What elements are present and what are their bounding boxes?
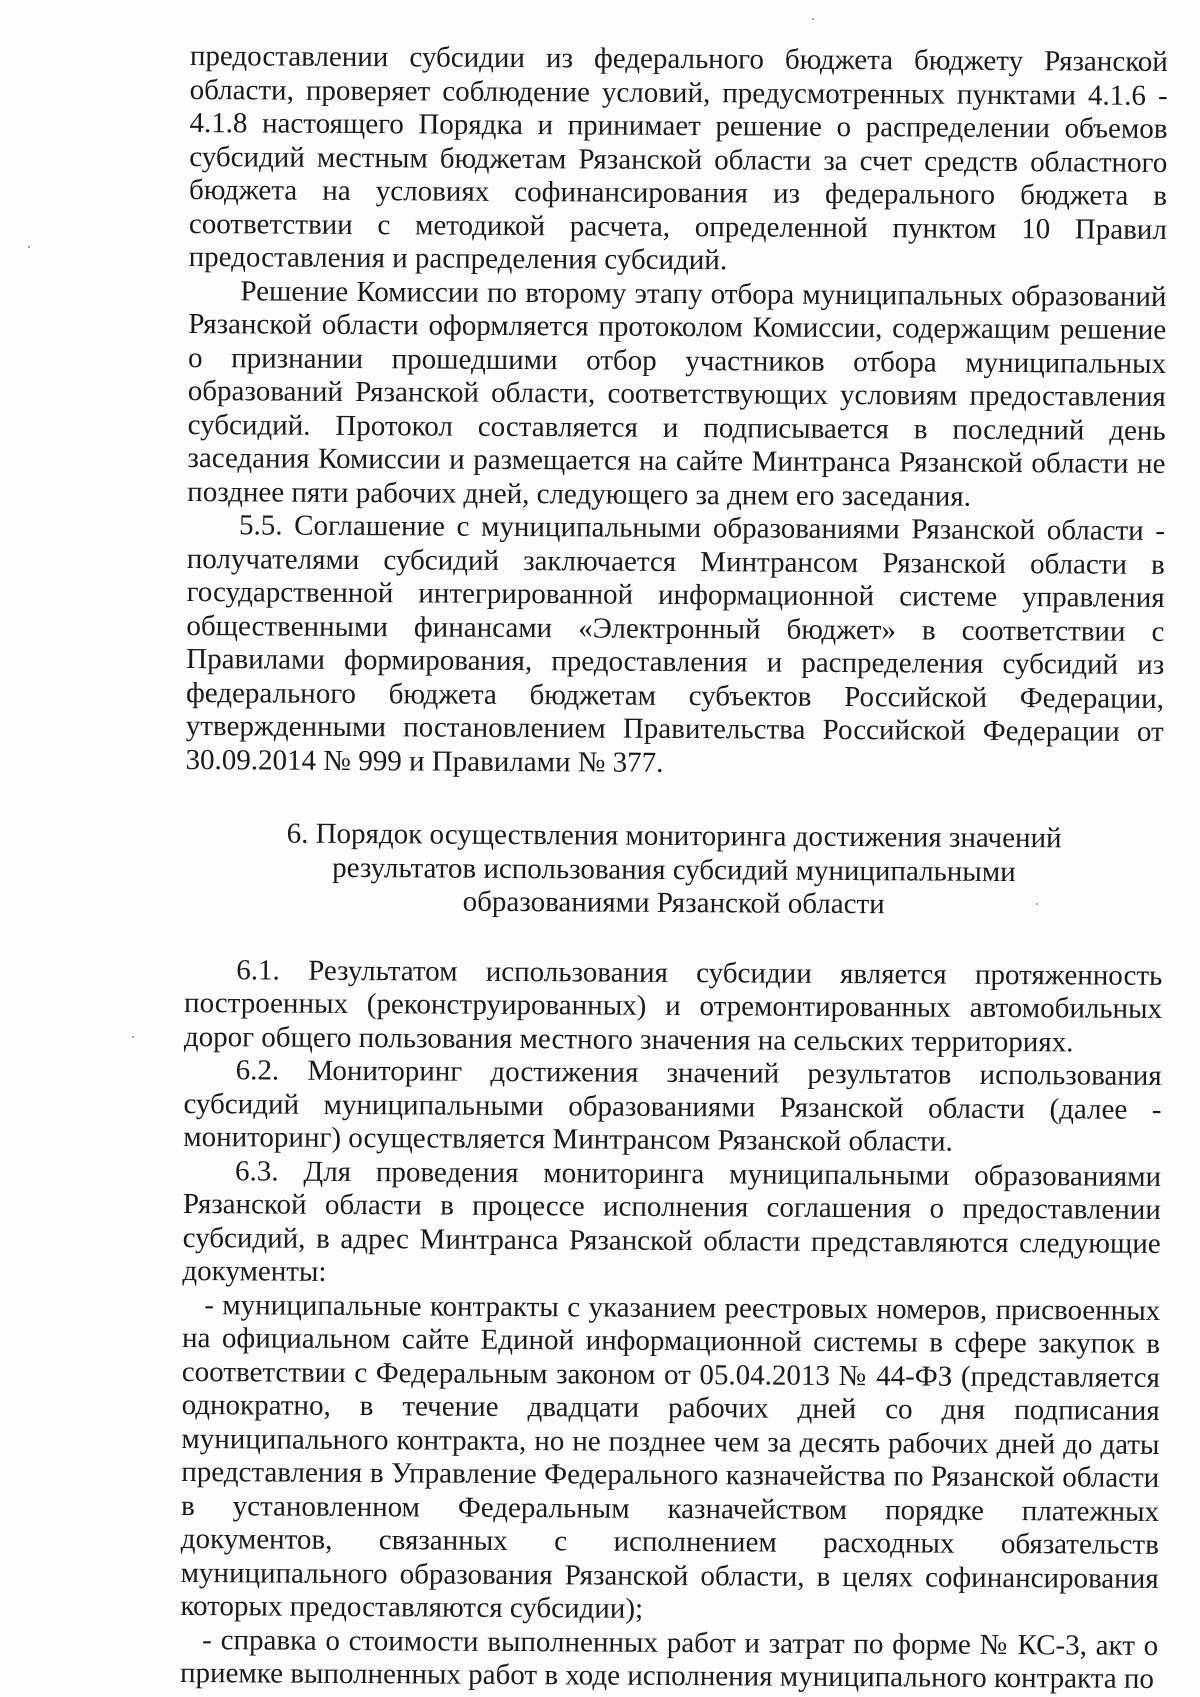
paragraph-6-2: 6.2. Мониторинг достижения значений результатов использования субсидий муниципальными образованиями Рязанской области (далее - мониторинг) осуществляется Минтрансом Рязанской области. [183, 1054, 1162, 1158]
paragraph-continuation: предоставлении субсидии из федерального бюджета бюджету Рязанской области, проверяет соблюдение условий, предусмотренных пунктами 4.1.6 - 4.1.8 настоящего Порядка и принимает решение о распределении объемов субсидий местным бюджетам Рязанской области за счет средств областного бюджета на условиях софинансирования из федерального бюджета в соответствии с методикой расчета, определенной пунктом 10 Правил предоставления и распределения субсидий. [188, 40, 1168, 277]
list-item-ks3-certificate: - справка о стоимости выполненных работ и затрат по форме № КС-3, акт о приемке выполненных работ в ходе исполнения муниципального контракта по [179, 1623, 1159, 1695]
document-body [180, 40, 1168, 1696]
section-heading [185, 817, 1164, 923]
section-heading-line-3: образованиями Рязанской области [462, 885, 885, 921]
scan-speck [132, 1036, 134, 1038]
section-heading-line-1: 6. Порядок осуществления мониторинга достижения значений [286, 817, 1062, 855]
paragraph-5-5: 5.5. Соглашение с муниципальными образованиями Рязанской области - получателями субсидий заключается Минтрансом Рязанской области в государственной интегрированной информационной системе управления общественными финансами «Электронный бюджет» в соответствии с Правилами формирования, предоставления и распределения субсидий из федерального бюджета бюджетам субъектов Российской Федерации, утвержденными постановлением Правительства Российской Федерации от 30.09.2014 № 999 и Правилами № 377. [185, 509, 1166, 779]
list-item-municipal-contracts: - муниципальные контракты с указанием реестровых номеров, присвоенных на официальном сайте Единой информационной системы в сфере закупок в соответствии с Федеральным законом от 05.04.2013 № 44-ФЗ (представляется однократно, в течение двадцати рабочих дней со дня подписания муниципального контракта, но не позднее чем за десять рабочих дней до даты представления в Управление Федерального казначейства по Рязанской области в установленном Федеральным казначейством порядке платежных документов, связанных с исполнением расходных обязательств муниципального образования Рязанской области, в целях софинансирования которых предоставляются субсидии); [180, 1288, 1161, 1625]
section-heading-line-2: результатов использования субсидий муниципальными [332, 851, 1016, 888]
paragraph-commission-decision: Решение Комиссии по второму этапу отбора муниципальных образований Рязанской области оформляется протоколом Комиссии, содержащим решение о признании прошедшими отбор участников отбора муниципальных образований Рязанской области, соответствующих условиям предоставления субсидий. Протокол составляется и подписывается в последний день заседания Комиссии и размещается на сайте Минтранса Рязанской области не позднее пяти рабочих дней, следующего за днем его заседания. [187, 274, 1167, 513]
scan-speck [812, 18, 814, 20]
scan-speck [28, 246, 30, 248]
paragraph-6-1: 6.1. Результатом использования субсидии является протяженность построенных (реконструированных) и отремонтированных автомобильных дорог общего пользования местного значения на сельских территориях. [183, 953, 1163, 1058]
paragraph-6-3: 6.3. Для проведения мониторинга муниципальными образованиями Рязанской области в процессе исполнения соглашения о предоставлении субсидий, в адрес Минтранса Рязанской области представляются следующие документы: [182, 1154, 1162, 1288]
